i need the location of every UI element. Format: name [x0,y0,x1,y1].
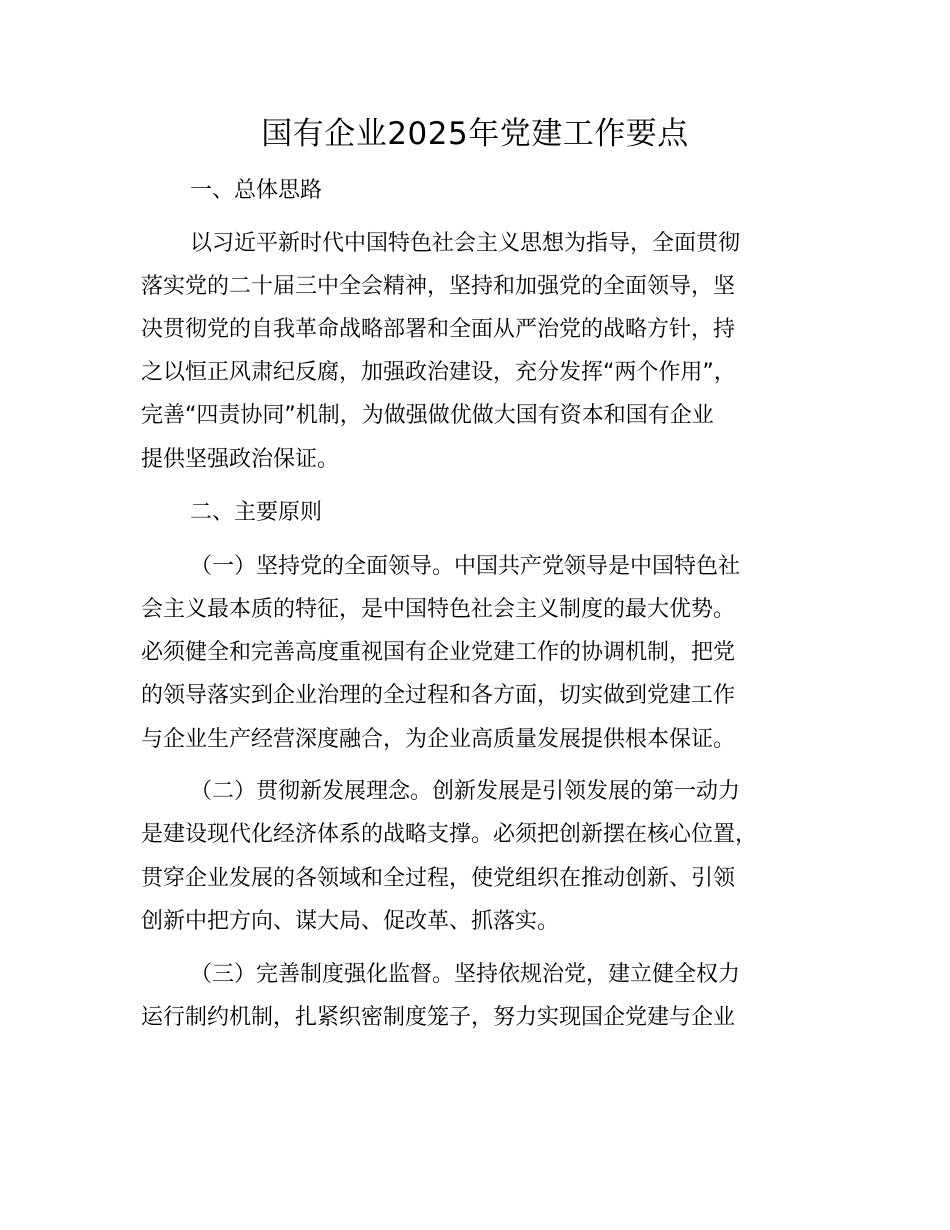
paragraph-line: 会主义最本质的特征，是中国特色社会主义制度的最大优势。 [141,597,736,622]
paragraph-line: 之以恒正风肃纪反腐，加强政治建设，充分发挥“两个作用”， [141,360,736,385]
section-heading-main-principles: 二、主要原则 [190,500,323,525]
paragraph-line: 决贯彻党的自我革命战略部署和全面从严治党的战略方针，持 [141,317,736,342]
paragraph-line: 落实党的二十届三中全会精神，坚持和加强党的全面领导，坚 [141,274,736,299]
paragraph-line: （二）贯彻新发展理念。创新发展是引领发展的第一动力 [190,779,741,804]
paragraph-line: 与企业生产经营深度融合，为企业高质量发展提供根本保证。 [141,727,736,752]
paragraph-line: 必须健全和完善高度重视国有企业党建工作的协调机制，把党 [141,640,736,665]
paragraph-line: 提供坚强政治保证。 [141,447,340,472]
paragraph-line: 是建设现代化经济体系的战略支撑。必须把创新摆在核心位置， [141,822,758,847]
paragraph-line: 创新中把方向、谋大局、促改革、抓落实。 [141,909,560,934]
paragraph-line: 的领导落实到企业治理的全过程和各方面，切实做到党建工作 [141,683,736,708]
paragraph-line: （一）坚持党的全面领导。中国共产党领导是中国特色社 [190,554,741,579]
paragraph-line: 完善“四责协同”机制，为做强做优做大国有资本和国有企业 [141,403,714,428]
paragraph-line: 以习近平新时代中国特色社会主义思想为指导，全面贯彻 [190,231,741,256]
paragraph-line: 运行制约机制，扎紧织密制度笼子，努力实现国企党建与企业 [141,1005,736,1030]
paragraph-line: 贯穿企业发展的各领域和全过程，使党组织在推动创新、引领 [141,866,736,891]
document-title: 国有企业2025年党建工作要点 [261,116,689,152]
section-heading-overall-approach: 一、总体思路 [190,178,323,203]
paragraph-line: （三）完善制度强化监督。坚持依规治党，建立健全权力 [190,962,741,987]
